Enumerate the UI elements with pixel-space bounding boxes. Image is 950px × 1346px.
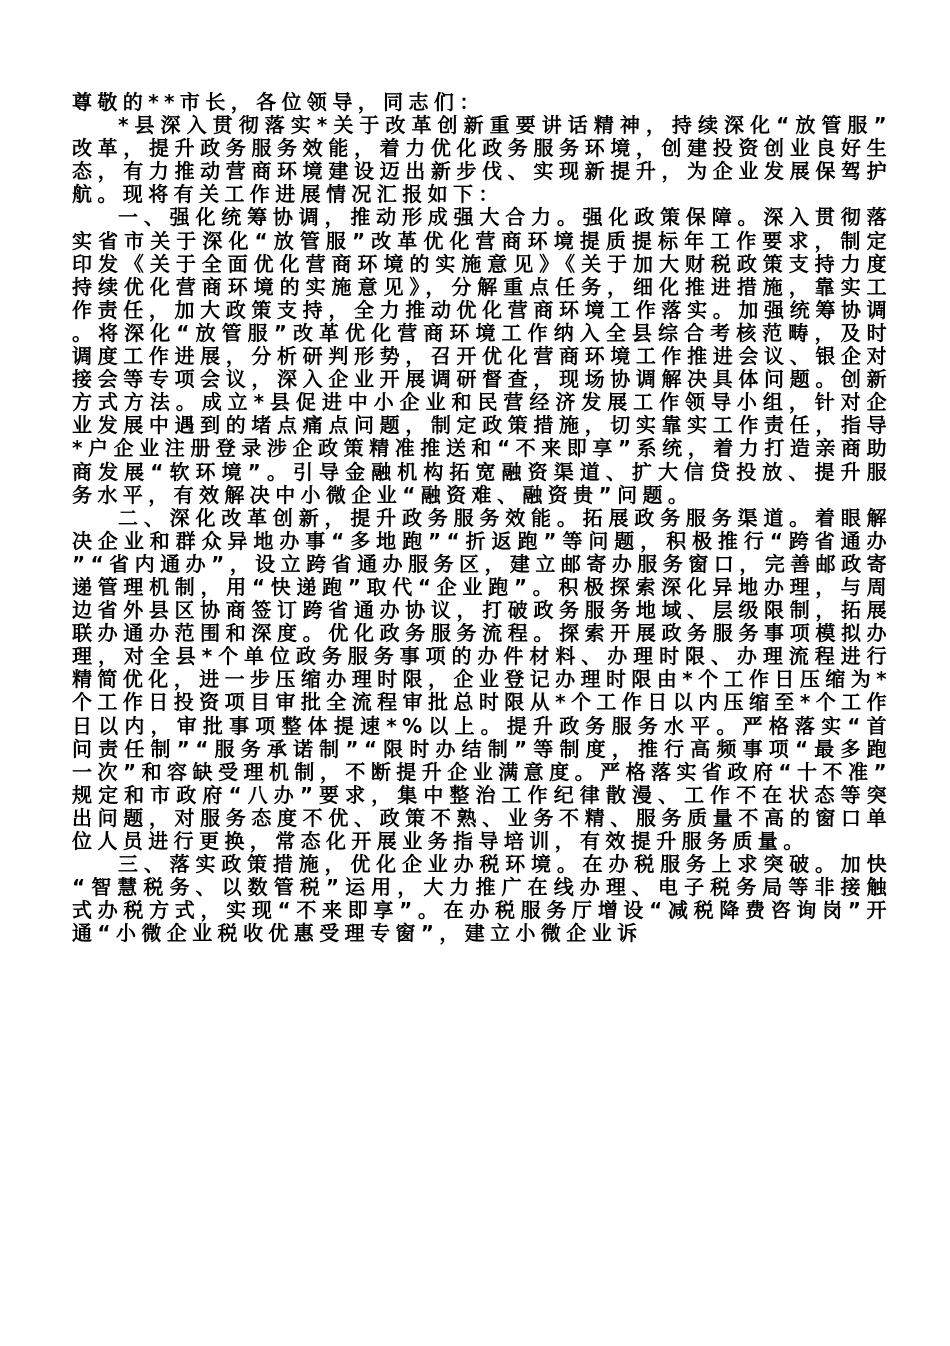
paragraph-intro: *县深入贯彻落实*关于改革创新重要讲话精神，持续深化“放管服”改革，提升政务服务效能，着力优化政务服务环境，创建投资创业良好生态，有力推动营商环境建设迈出新步伐、实现新提升，为企业发展保驾护航。现将有关工作进展情况汇报如下： [72,113,892,207]
paragraph-section-three: 三、落实政策措施，优化企业办税环境。在办税服务上求突破。加快“智慧税务、以数管税”运用，大力推广在线办理、电子税务局等非接触式办税方式，实现“不来即享”。在办税服务厅增设“减税降费咨询岗”开通“小微企业税收优惠受理专窗”，建立小微企业诉 [72,852,892,946]
salutation: 尊敬的**市长，各位领导，同志们： [72,90,485,114]
document-page [72,91,892,945]
paragraph-section-two: 二、深化改革创新，提升政务服务效能。拓展政务服务渠道。着眼解决企业和群众异地办事“多地跑”“折返跑”等问题，积极推行“跨省通办”“省内通办”，设立跨省通办服务区，建立邮寄办服务窗口，完善邮政寄递管理机制，用“快递跑”取代“企业跑”。积极探索深化异地办理，与周边省外县区协商签订跨省通办协议，打破政务服务地域、层级限制，拓展联办通办范围和深度。优化政务服务流程。探索开展政务服务事项模拟办理，对全县*个单位政务服务事项的办件材料、办理时限、办理流程进行精简优化，进一步压缩办理时限，企业登记办理时限由*个工作日压缩为*个工作日投资项目审批全流程审批总时限从*个工作日以内压缩至*个工作日以内，审批事项整体提速*%以上。提升政务服务水平。严格落实“首问责任制”“服务承诺制”“限时办结制”等制度，推行高频事项“最多跑一次”和容缺受理机制，不断提升企业满意度。严格落实省政府“十不准”规定和市政府“八办”要求，集中整治工作纪律散漫、工作不在状态等突出问题，对服务态度不优、政策不熟、业务不精、服务质量不高的窗口单位人员进行更换，常态化开展业务指导培训，有效提升服务质量。 [72,505,892,853]
paragraph-section-one: 一、强化统筹协调，推动形成强大合力。强化政策保障。深入贯彻落实省市关于深化“放管服”改革优化营商环境提质提标年工作要求，制定印发《关于全面优化营商环境的实施意见》《关于加大财税政策支持力度持续优化营商环境的实施意见》，分解重点任务，细化推进措施，靠实工作责任，加大政策支持，全力推动优化营商环境工作落实。加强统筹协调。将深化“放管服”改革优化营商环境工作纳入全县综合考核范畴，及时调度工作进展，分析研判形势，召开优化营商环境工作推进会议、银企对接会等专项会议，深入企业开展调研督查，现场协调解决具体问题。创新方式方法。成立*县促进中小企业和民营经济发展工作领导小组，针对企业发展中遇到的堵点痛点问题，制定政策措施，切实靠实工作责任，指导*户企业注册登录涉企政策精准推送和“不来即享”系统，着力打造亲商助商发展“软环境”。引导金融机构拓宽融资渠道、扩大信贷投放、提升服务水平，有效解决中小微企业“融资难、融资贵”问题。 [72,205,892,507]
